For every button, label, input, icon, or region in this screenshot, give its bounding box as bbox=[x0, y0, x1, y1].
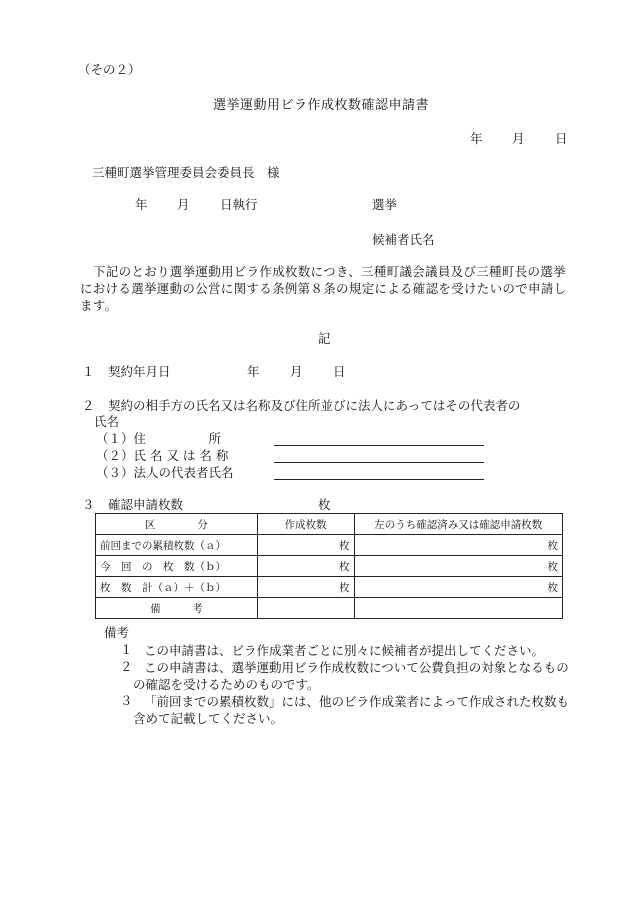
section1-year: 年 bbox=[247, 364, 260, 379]
section1-month: 月 bbox=[290, 364, 303, 379]
section3-label: 確認申請枚数 bbox=[108, 497, 184, 512]
confirmed-cell[interactable]: 枚 bbox=[354, 577, 563, 598]
table-header-row bbox=[96, 514, 563, 535]
note-text: この申請書は、選挙運動用ビラ作成枚数について公費負担の対象となるものの確認を受けるためのものです。 bbox=[133, 660, 569, 692]
row-label: 枚 数 計（ａ）＋（ｂ） bbox=[96, 577, 258, 598]
section3-unit: 枚 bbox=[318, 497, 331, 512]
exec-month: 月 bbox=[177, 197, 190, 212]
document-title: 選挙運動用ビラ作成枚数確認申請書 bbox=[213, 98, 430, 113]
note-text: 「前回までの累積枚数」には、他のビラ作成業者によって作成された枚数も含めて記載してください。 bbox=[133, 694, 570, 726]
exec-day: 日執行 bbox=[220, 197, 258, 212]
confirmed-cell[interactable] bbox=[354, 598, 563, 619]
section1-number: １ bbox=[82, 364, 95, 379]
item-rep-label: （３）法人の代表者氏名 bbox=[96, 465, 234, 480]
addressee: 三種町選挙管理委員会委員長 様 bbox=[92, 165, 280, 180]
header-confirmed: 左のうち確認済み又は確認申請枚数 bbox=[354, 514, 563, 535]
election-label: 選挙 bbox=[372, 197, 398, 212]
ki-heading: 記 bbox=[318, 331, 331, 346]
note-number: ３ bbox=[120, 693, 133, 708]
row-label: 前回までの累積枚数（ａ） bbox=[96, 535, 258, 556]
address-field-line[interactable] bbox=[274, 445, 484, 446]
table-row bbox=[96, 535, 563, 556]
date-year: 年 bbox=[470, 131, 483, 146]
date-day: 日 bbox=[555, 131, 568, 146]
header-produced: 作成枚数 bbox=[257, 514, 354, 535]
section2-number: ２ bbox=[82, 398, 95, 413]
note-text: この申請書は、ビラ作成業者ごとに別々に候補者が提出してください。 bbox=[144, 643, 545, 658]
table-row bbox=[96, 556, 563, 577]
section3-number: ３ bbox=[82, 497, 95, 512]
produced-cell[interactable] bbox=[257, 598, 354, 619]
table-row bbox=[96, 598, 563, 619]
section2-label: 契約の相手方の氏名又は名称及び住所並びに法人にあってはその代表者の bbox=[108, 398, 521, 413]
section1-day: 日 bbox=[333, 364, 346, 379]
item-address-label: （１）住 所 bbox=[96, 431, 222, 446]
notes-heading: 備考 bbox=[104, 625, 130, 640]
item-name-label: （２）氏 名 又 は 名 称 bbox=[96, 448, 229, 463]
produced-cell[interactable]: 枚 bbox=[257, 556, 354, 577]
header-category: 区 分 bbox=[96, 514, 258, 535]
intro-paragraph: 下記のとおり選挙運動用ビラ作成枚数につき、三種町議会議員及び三種町長の選挙における選挙運動の公営に関する条例第８条の規定による確認を受けたいので申請します。 bbox=[80, 264, 567, 313]
produced-cell[interactable]: 枚 bbox=[257, 577, 354, 598]
name-field-line[interactable] bbox=[274, 462, 484, 463]
candidate-name-label: 候補者氏名 bbox=[372, 232, 435, 247]
confirmed-cell[interactable]: 枚 bbox=[354, 556, 563, 577]
confirmation-table bbox=[95, 513, 563, 619]
date-month: 月 bbox=[512, 131, 525, 146]
section1-label: 契約年月日 bbox=[108, 364, 171, 379]
exec-year: 年 bbox=[135, 197, 148, 212]
section2-label-cont: 氏名 bbox=[94, 414, 120, 429]
row-label: 今 回 の 枚 数（ｂ） bbox=[96, 556, 258, 577]
note-number: ２ bbox=[120, 659, 133, 674]
note-number: １ bbox=[120, 642, 133, 657]
produced-cell[interactable]: 枚 bbox=[257, 535, 354, 556]
table-row bbox=[96, 577, 563, 598]
confirmed-cell[interactable]: 枚 bbox=[354, 535, 563, 556]
variant-label: （その２） bbox=[78, 62, 141, 77]
row-label: 備 考 bbox=[96, 598, 258, 619]
representative-field-line[interactable] bbox=[274, 479, 484, 480]
